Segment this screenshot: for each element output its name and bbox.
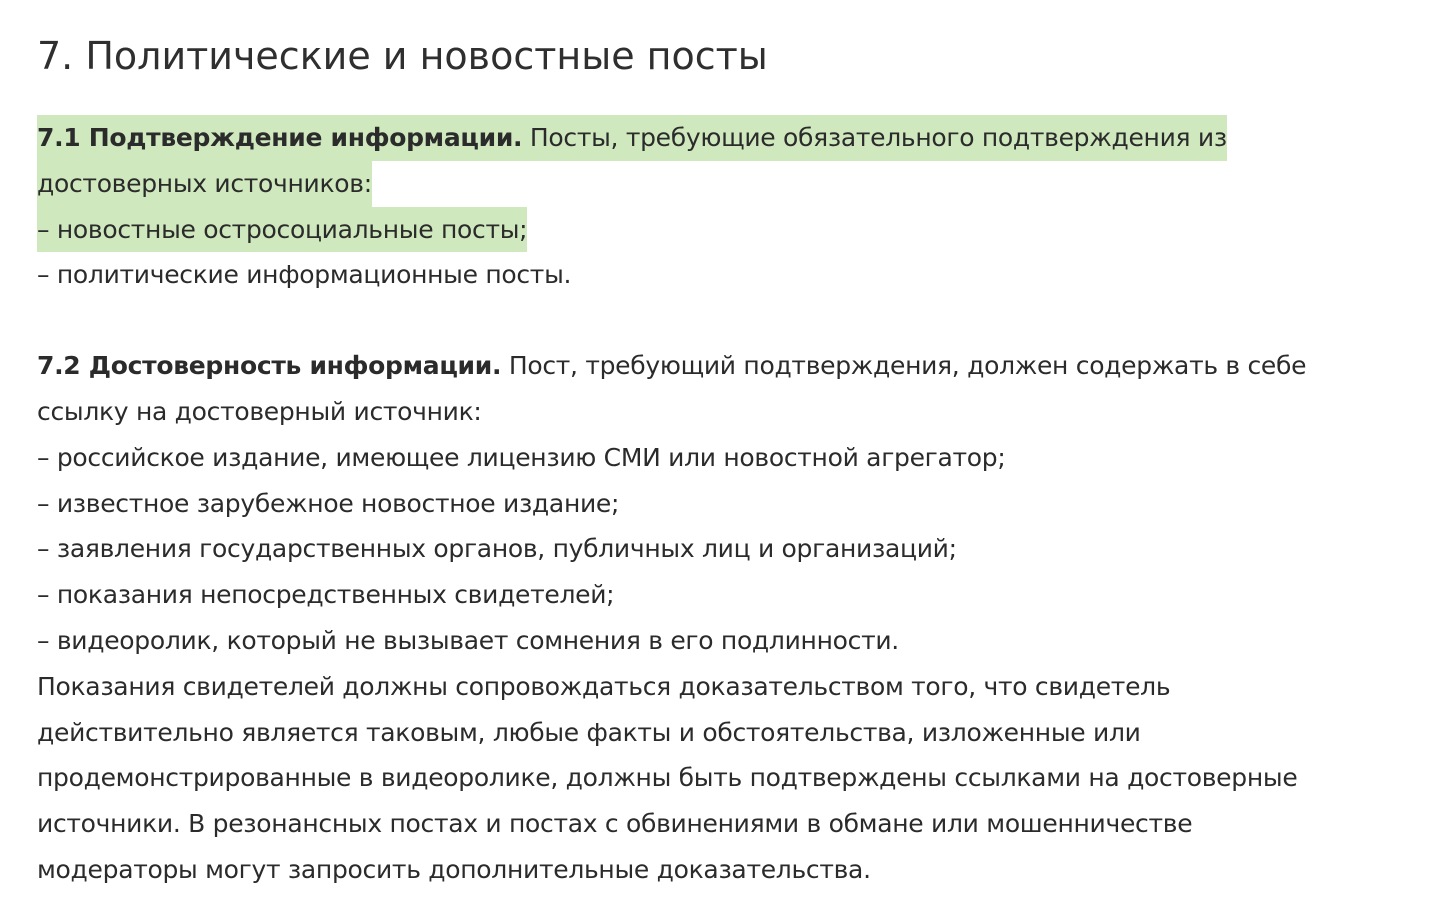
paragraph-lead: 7.2 Достоверность информации. [37, 351, 502, 381]
list-item: – политические информационные посты. [37, 260, 572, 290]
paragraph-line [37, 115, 1407, 161]
paragraph-line: ссылку на достоверный источник: [37, 396, 482, 426]
paragraph-7-2 [37, 343, 1407, 893]
paragraph-line: модераторы могут запросить дополнительные доказательства. [37, 854, 871, 884]
document-body [37, 26, 1407, 893]
section-title: 7. Политические и новостные посты [37, 34, 768, 78]
list-item: – известное зарубежное новостное издание; [37, 488, 620, 518]
paragraph-text: Пост, требующий подтверждения, должен содержать в себе [501, 351, 1307, 381]
paragraph-line: продемонстрированные в видеоролике, должны быть подтверждены ссылками на достоверные [37, 763, 1298, 793]
highlighted-text: – новостные остросоциальные посты; [37, 207, 527, 253]
paragraph-lead: 7.1 Подтверждение информации. [37, 123, 523, 152]
list-item: – заявления государственных органов, публичных лиц и организаций; [37, 534, 957, 564]
highlighted-text [37, 115, 1227, 161]
paragraph-7-1 [37, 115, 1407, 298]
list-item [37, 207, 1407, 253]
list-item: – показания непосредственных свидетелей; [37, 580, 615, 610]
paragraph-line: Показания свидетелей должны сопровождаться доказательством того, что свидетель [37, 671, 1171, 701]
paragraph-line: действительно является таковым, любые факты и обстоятельства, изложенные или [37, 717, 1141, 747]
list-item: – видеоролик, который не вызывает сомнения в его подлинности. [37, 625, 899, 655]
list-item: – российское издание, имеющее лицензию СМИ или новостной агрегатор; [37, 442, 1006, 472]
paragraph-text: Посты, требующие обязательного подтверждения из [522, 123, 1227, 152]
highlighted-text: достоверных источников: [37, 161, 372, 207]
paragraph-line: источники. В резонансных постах и постах с обвинениями в обмане или мошенничестве [37, 809, 1193, 839]
paragraph-line [37, 343, 1407, 389]
paragraph-line [37, 161, 1407, 207]
